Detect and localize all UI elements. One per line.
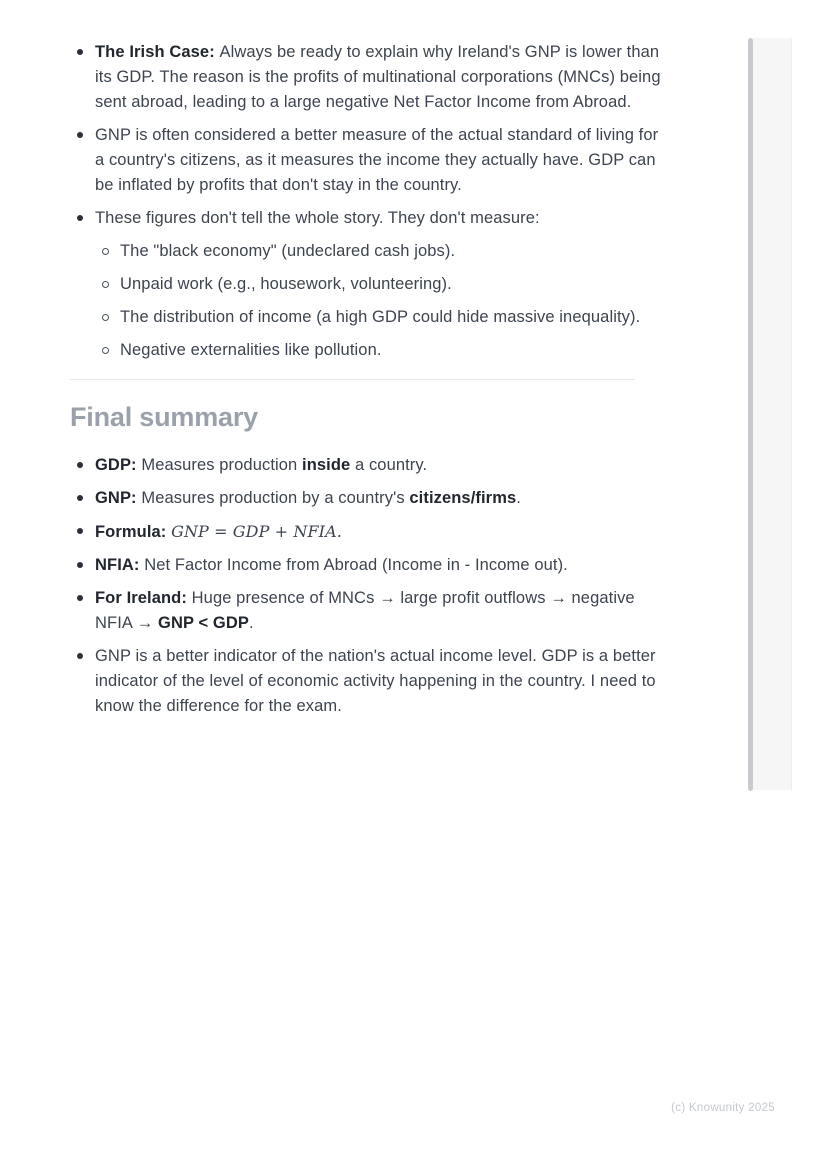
note-content <box>70 40 662 727</box>
text: The "black economy" (undeclared cash jobs). <box>120 242 456 260</box>
sub-list-item <box>95 305 662 330</box>
list-item <box>70 123 662 198</box>
math-text: GNP = GDP + NFIA. <box>171 522 342 541</box>
text: These figures don't tell the whole story. They don't measure: <box>95 209 540 227</box>
text: . <box>516 489 521 507</box>
bold-text: Formula: <box>95 523 172 541</box>
bold-text: For Ireland: <box>95 589 192 607</box>
list-item <box>70 486 662 511</box>
list-item <box>70 519 662 545</box>
summary-list <box>70 453 662 719</box>
list-item <box>70 586 662 636</box>
copyright-footer: (c) Knowunity 2025 <box>671 1102 775 1114</box>
bold-text: GNP: <box>95 489 142 507</box>
text: Measures production <box>141 456 303 474</box>
text: Unpaid work (e.g., housework, volunteering). <box>120 275 452 293</box>
text: . <box>248 614 254 632</box>
notes-list <box>70 40 662 363</box>
text: a country. <box>350 456 428 474</box>
text: Net Factor Income from Abroad (Income in - Income out). <box>144 556 568 574</box>
bold-text: GNP < GDP <box>158 614 249 632</box>
bold-text: inside <box>302 456 351 474</box>
text: Negative externalities like pollution. <box>120 341 382 359</box>
text: GNP is a better indicator of the nation's actual income level. GDP is a better indicator of the level of economic activity happening in the country. I need to know the difference for the exam. <box>95 647 656 715</box>
bold-text: The Irish Case: <box>95 43 220 61</box>
text: Huge presence of MNCs → large profit outflows → negative NFIA → <box>95 589 635 632</box>
text: The distribution of income (a high GDP could hide massive inequality). <box>120 308 641 326</box>
sub-list-item <box>95 338 662 363</box>
text: Measures production by a country's <box>141 489 410 507</box>
section-divider <box>70 379 635 380</box>
list-item <box>70 644 662 719</box>
bold-text: NFIA: <box>95 556 145 574</box>
sub-list-item <box>95 239 662 264</box>
list-item <box>70 206 662 363</box>
list-item <box>70 553 662 578</box>
text: GNP is often considered a better measure of the actual standard of living for a country's citizens, as it measures the income they actually have. GDP can be inflated by profits that don't stay in the country. <box>95 126 659 194</box>
list-item <box>70 453 662 478</box>
bold-text: GDP: <box>95 456 142 474</box>
text: Always be ready to explain why Ireland's GNP is lower than its GDP. The reason is the profits of multinational corporations (MNCs) being sent abroad, leading to a large negative Net Factor Income from Abroad. <box>95 43 661 111</box>
bold-text: citizens/firms <box>409 489 517 507</box>
scrollbar-track[interactable] <box>753 38 792 790</box>
sub-list-item <box>95 272 662 297</box>
sub-list <box>95 239 662 363</box>
scrollbar-thumb[interactable] <box>748 38 753 791</box>
list-item <box>70 40 662 115</box>
section-heading: Final summary <box>70 402 258 432</box>
